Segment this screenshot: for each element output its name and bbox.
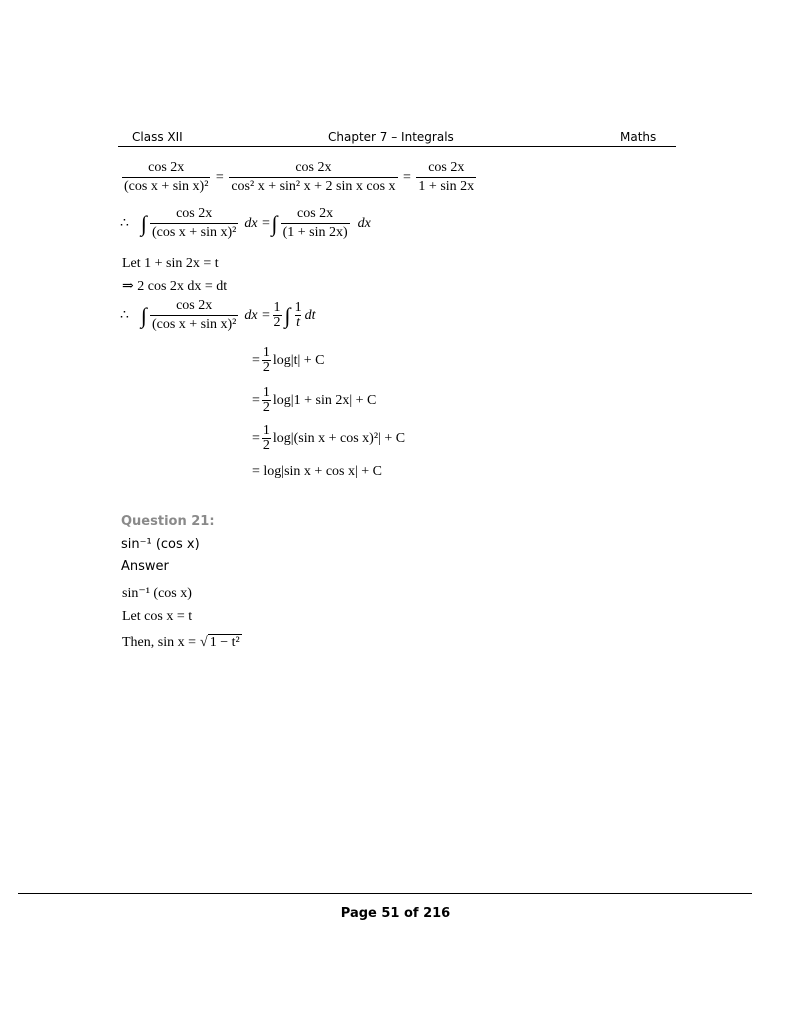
header-class: Class XII <box>132 130 183 144</box>
footer-rule <box>18 893 752 894</box>
sqrt-icon: √ <box>200 634 208 650</box>
step-1-den-1: (cos x + sin x)² <box>124 179 209 194</box>
step-6-half-num: 1 <box>262 345 270 360</box>
step-1-equation: $\frac{\cos 2x}{\text{(cos x + sin x)²}}$ = $\frac{\cos 2x}{\text{cos² x + sin² x + 2 sin x cos x}}$ = $\frac{\cos 2x}{1 + \sin 2x}$ <box>124 160 475 194</box>
answer-label: Answer <box>121 559 169 574</box>
step-5-half-den: 2 <box>273 315 281 330</box>
step-9-equation: = log|sin x + cos x| + C <box>252 464 383 479</box>
answer-line-2: Let cos x = t <box>122 609 193 624</box>
step-5-dt: dt <box>304 307 316 323</box>
step-5-equation: ∴ ∫ $\frac{\cos 2x}{\text{(cos x + sin x)²}}$ dx = $\frac{1}{2}$ ∫ $\frac{1}{t}$ dt <box>120 298 316 332</box>
step-8-expr: log|(sin x + cos x)²| + C <box>272 430 406 446</box>
header-chapter: Chapter 7 – Integrals <box>328 130 454 144</box>
page-number: Page 51 of 216 <box>340 906 451 921</box>
step-5-den-1: (cos x + sin x)² <box>151 317 237 332</box>
answer-line-1: sin⁻¹ (cos x) <box>122 586 192 601</box>
answer-line-3-prefix: Then, sin x = <box>122 634 196 650</box>
therefore-symbol-2: ∴ <box>120 308 129 323</box>
therefore-symbol: ∴ <box>120 216 129 231</box>
step-6-eq: = <box>252 352 260 368</box>
step-7-half-num: 1 <box>262 385 270 400</box>
step-7-eq: = <box>252 392 260 408</box>
step-6-half-den: 2 <box>262 360 270 375</box>
step-2-den-2: (1 + sin 2x) <box>282 225 348 240</box>
step-1-num-3: cos 2x <box>428 160 465 175</box>
question-title: Question 21: <box>121 514 215 529</box>
step-2-num-2: cos 2x <box>297 206 334 221</box>
step-1-den-2: cos² x + sin² x + 2 sin x cos x <box>231 179 396 194</box>
step-6-expr: log|t| + C <box>272 352 325 368</box>
step-2-equation: ∴ ∫ $\frac{\cos 2x}{\text{(cos x + sin x)²}}$ dx = ∫ $\frac{\cos 2x}{(1 + \sin 2x)}$ dx <box>120 206 371 240</box>
step-8-equation <box>252 424 405 453</box>
step-2-num-1: cos 2x <box>176 206 213 221</box>
step-5-num-1: cos 2x <box>176 298 213 313</box>
step-2-den-1: (cos x + sin x)² <box>151 225 237 240</box>
step-8-half-den: 2 <box>262 438 270 453</box>
step-5-half-num: 1 <box>273 300 281 315</box>
step-1-num-1: cos 2x <box>148 160 185 175</box>
step-8-eq: = <box>252 430 260 446</box>
step-5-inner-num: 1 <box>294 300 302 315</box>
step-2-dx-2: dx <box>357 215 371 231</box>
header-rule <box>118 146 676 147</box>
step-8-half-num: 1 <box>262 423 270 438</box>
step-5-inner-den: t <box>296 315 301 330</box>
step-4-implies: ⇒ 2 cos 2x dx = dt <box>122 279 228 294</box>
step-3-let: Let 1 + sin 2x = t <box>122 256 219 271</box>
step-6-equation <box>252 346 325 375</box>
header-subject: Maths <box>620 130 657 144</box>
question-text: sin⁻¹ (cos x) <box>121 537 200 552</box>
step-1-den-3: 1 + sin 2x <box>418 179 475 194</box>
step-5-dx: dx = <box>244 307 271 323</box>
answer-radicand: 1 − t² <box>209 635 240 650</box>
step-7-equation <box>252 386 376 415</box>
answer-line-3 <box>122 634 242 651</box>
step-7-expr: log|1 + sin 2x| + C <box>272 392 377 408</box>
step-7-half-den: 2 <box>262 400 270 415</box>
step-2-dx-1: dx = <box>244 215 271 231</box>
step-1-num-2: cos 2x <box>295 160 332 175</box>
